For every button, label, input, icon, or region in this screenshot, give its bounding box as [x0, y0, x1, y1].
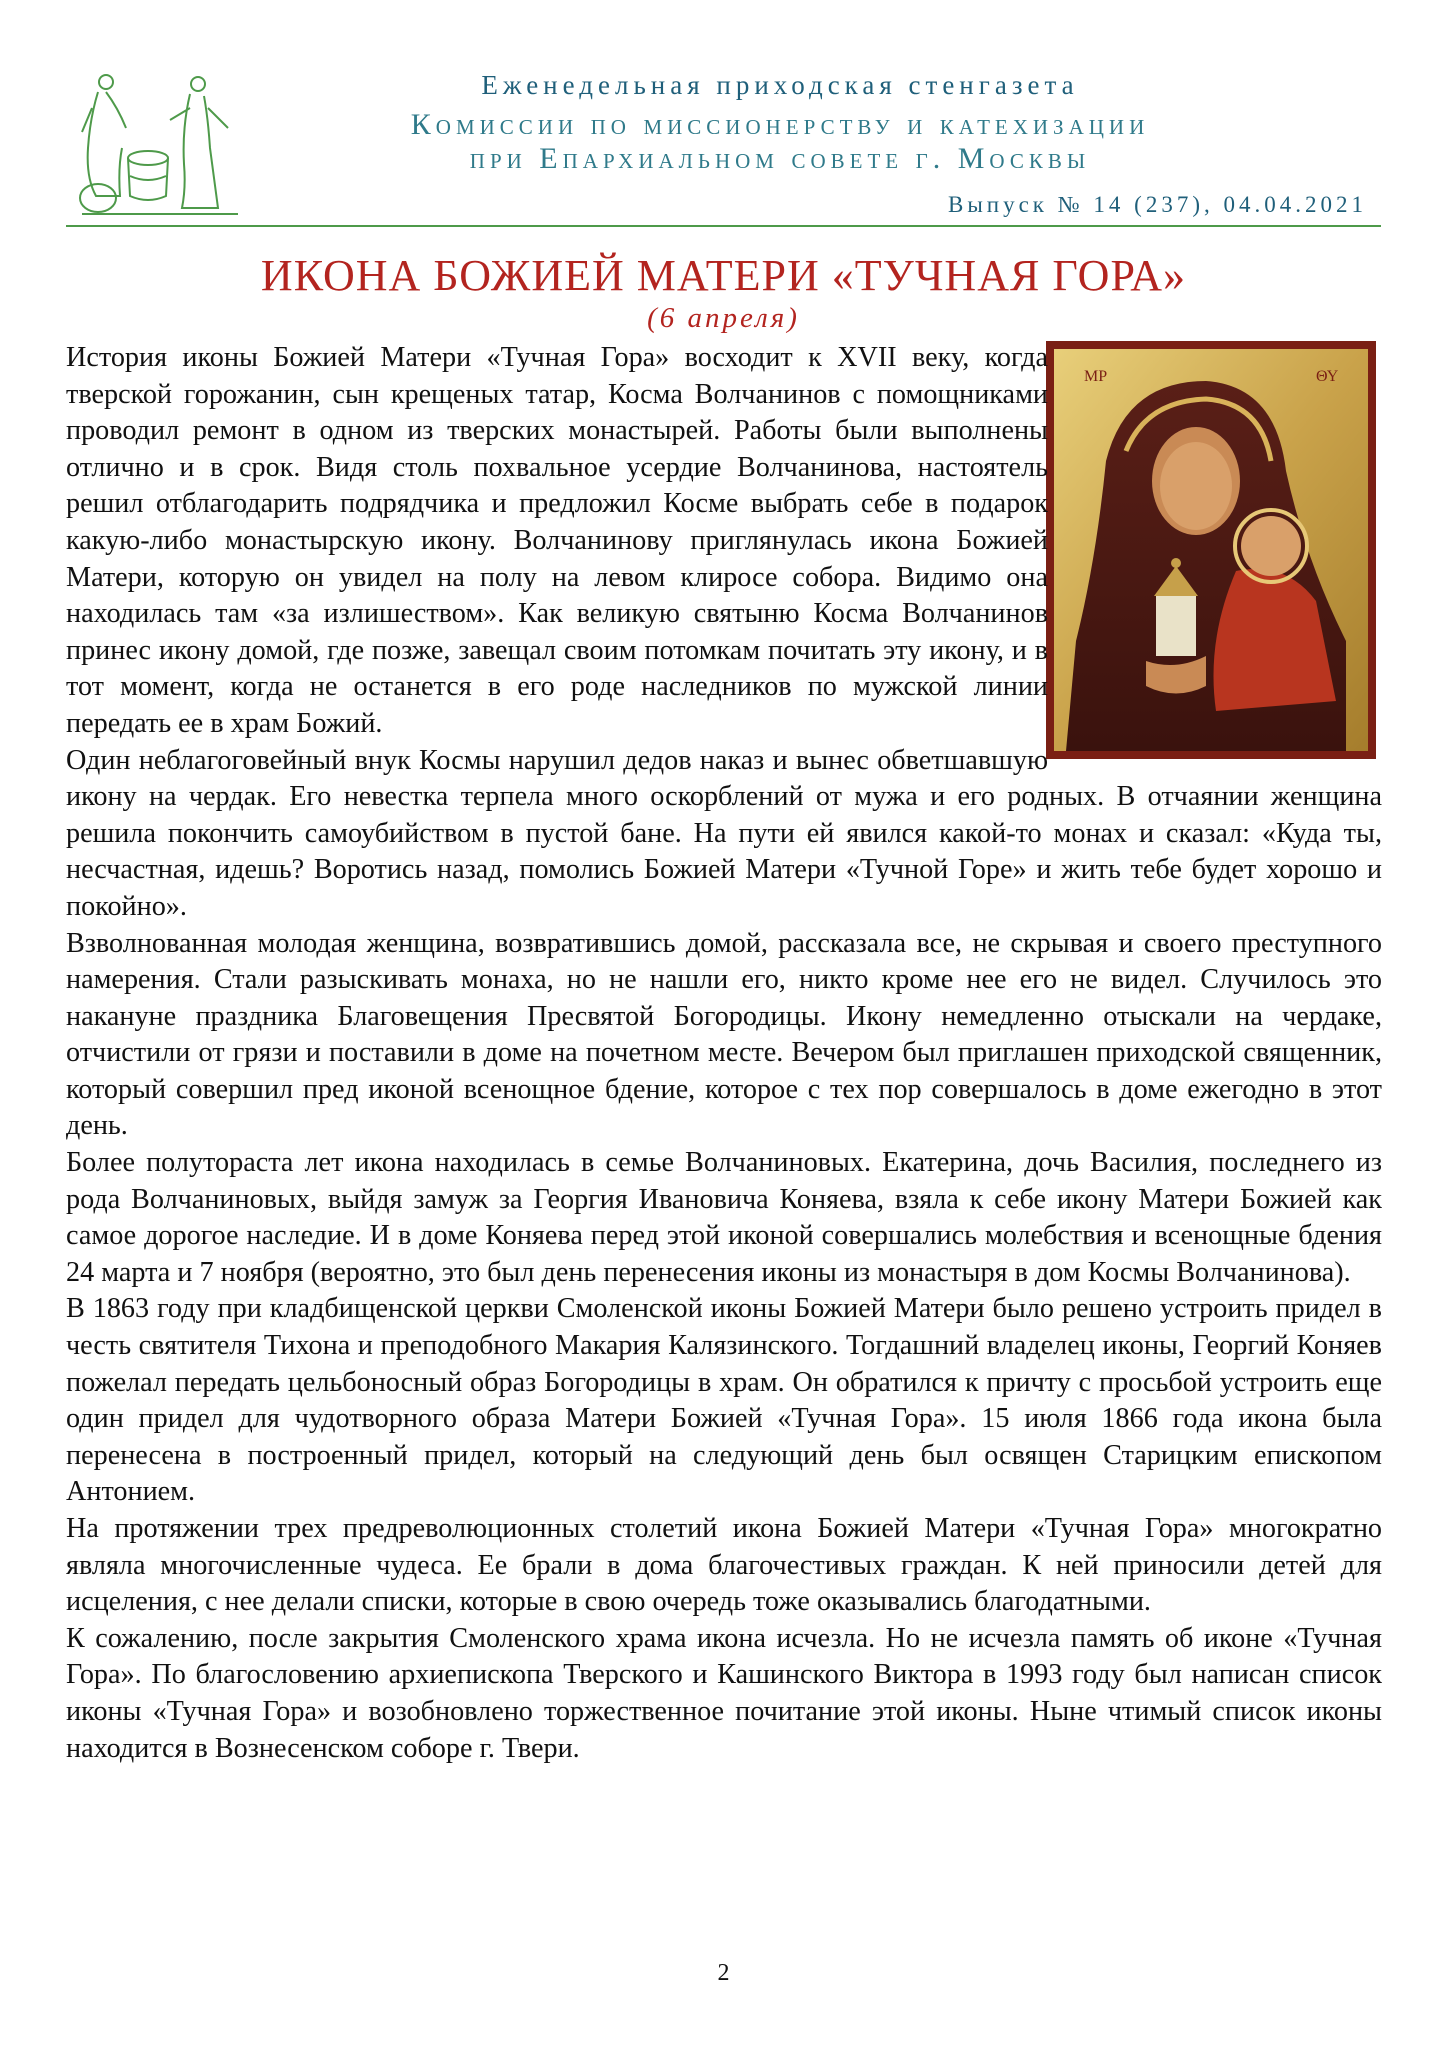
page-number: 2	[717, 1960, 730, 1986]
paragraph: На протяжении трех предреволюционных столетий икона Божией Матери «Тучная Гора» многократно являла многочисленные чудеса. Ее брали в дома благочестивых граждан. К ней приносили детей для исцеления, с нее делали списки, которые в свою очередь тоже оказывались благодатными.	[66, 1513, 1382, 1618]
article-title: ИКОНА БОЖИЕЙ МАТЕРИ «ТУЧНАЯ ГОРА»	[260, 251, 1187, 300]
paragraph: Более полутораста лет икона находилась в семье Волчаниновых. Екатерина, дочь Василия, последнего из рода Волчаниновых, выйдя замуж за Георгия Ивановича Коняева, взяла к себе икону Матери Божией как самое дорогое наследие. И в доме Коняева перед этой иконой совершались молебствия и всенощные бдения 24 марта и 7 ноября (вероятно, это был день перенесения иконы из монастыря в дом Космы Волчанинова).	[66, 1147, 1382, 1288]
header-commission: Комиссии по миссионерству и катехизации	[410, 108, 1150, 141]
paragraph: История иконы Божией Матери «Тучная Гора» восходит к XVII веку, когда тверской горожанин, сын крещеных татар, Косма Волчанинов с помощниками проводил ремонт в одном из тверских монастырей. Работы были выполнены отлично и в срок. Видя столь похвальное усердие Волчанинова, настоятель решил отблагодарить подрядчика и предложил Косме выбрать себе в подарок какую-либо монастырскую икону. Волчанинову приглянулась икона Божией Матери, которую он увидел на полу на левом клиросе собора. Видимо она находилась там «за излишеством». Как великую святыню Косма Волчанинов принес икону домой, где позже, завещал своим потомкам почитать эту икону, и в тот момент, когда не останется в его роде наследников по мужской линии передать ее в храм Божий.	[66, 342, 1048, 739]
article-date: (6 апреля)	[647, 302, 800, 334]
paragraph: К сожалению, после закрытия Смоленского храма икона исчезла. Но не исчезла память об иконе «Тучная Гора». По благословению архиепископа Тверского и Кашинского Виктора в 1993 году был написан список иконы «Тучная Гора» и возобновлено торжественное почитание этой иконы. Ныне чтимый список иконы находится в Вознесенском соборе г. Твери.	[66, 1622, 1382, 1764]
svg-text:ΜΡ: ΜΡ	[1084, 368, 1108, 385]
image-wrap-space	[1048, 340, 1382, 764]
issue-number: Выпуск № 14 (237), 04.04.2021	[948, 192, 1367, 217]
paragraph: Один неблагоговейный внук Космы нарушил дедов наказ и вынес обветшавшую икону на чердак. Его невестка терпела много оскорблений от мужа и его родных. В отчаянии женщина решила покончить самоубийством в пустой бане. На пути ей явился какой-то монах и сказал: «Куда ты, несчастная, идешь? Воротись назад, помолись Божией Матери «Тучной Горе» и жить тебе будет хорошо и покойно».	[66, 744, 1382, 922]
header-divider	[66, 225, 1381, 227]
paragraph: В 1863 году при кладбищенской церкви Смоленской иконы Божией Матери было решено устроить придел в честь святителя Тихона и преподобного Макария Калязинского. Тогдашний владелец иконы, Георгий Коняев пожелал передать цельбоносный образ Богородицы в храм. Он обратился к причту с просьбой устроить еще один придел для чудотворного образа Матери Божией «Тучная Гора». 15 июля 1866 года икона была перенесена в построенный придел, который на следующий день был освящен Старицким епископом Антонием.	[66, 1293, 1382, 1508]
newspaper-logo	[78, 68, 248, 218]
header-council: при Епархиальном совете г. Москвы	[469, 142, 1091, 175]
article-body	[66, 340, 1382, 1767]
header-subtitle: Еженедельная приходская стенгазета	[481, 70, 1079, 100]
svg-text:ΘΥ: ΘΥ	[1316, 368, 1339, 385]
paragraph: Взволнованная молодая женщина, возвратившись домой, рассказала все, не скрывая и своего преступного намерения. Стали разыскивать монаха, но не нашли его, никто кроме нее его не видел. Случилось это накануне праздника Благовещения Пресвятой Богородицы. Икону немедленно отыскали на чердаке, отчистили от грязи и поставили в доме на почетном месте. Вечером был приглашен приходской священник, который совершил пред иконой всенощное бдение, которое с тех пор совершалось в доме ежегодно в этот день.	[66, 927, 1382, 1142]
